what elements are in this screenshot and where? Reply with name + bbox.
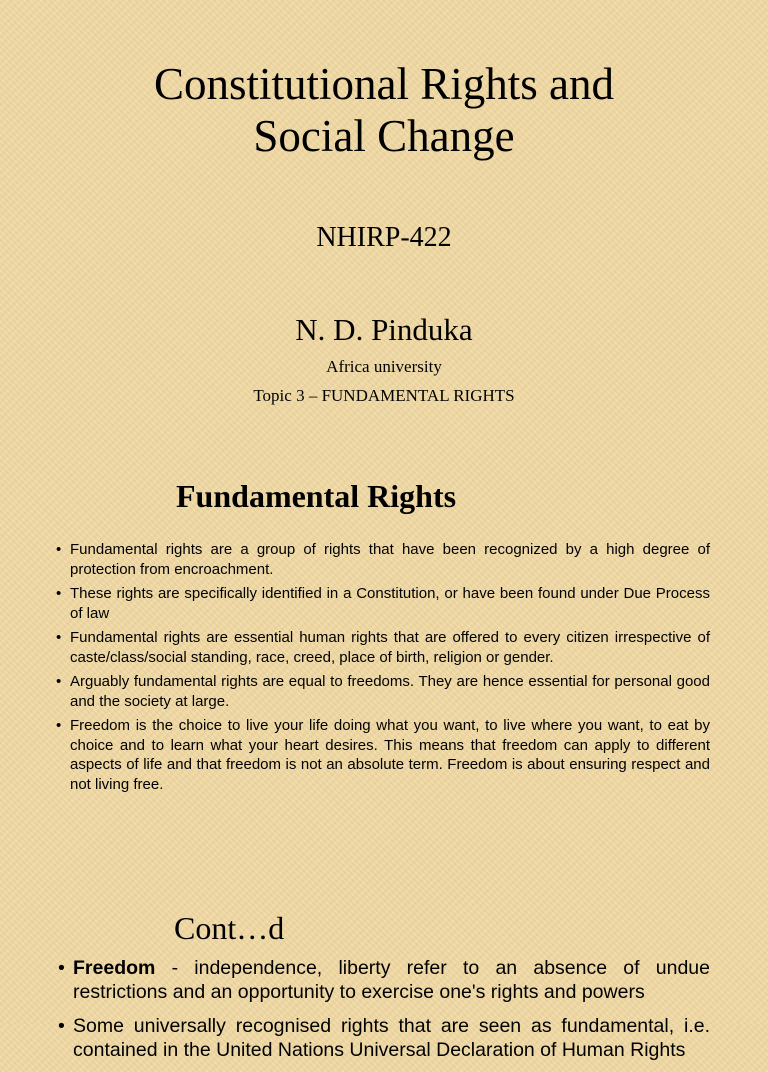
list-item (56, 716, 710, 794)
list-item-text: Fundamental rights are a group of rights that have been recognized by a high degree of protection from encroachment. (70, 541, 710, 578)
list-item (58, 956, 710, 1004)
list-item-text: Some universally recognised rights that are seen as fundamental, i.e. contained in the United Nations Universal Declaration of Human Rights (73, 1015, 710, 1061)
title-line-2: Social Change (253, 111, 515, 161)
title-line-1: Constitutional Rights and (153, 59, 615, 109)
list-item-text: Fundamental rights are essential human rights that are offered to every citizen irrespective of caste/class/social standing, race, creed, place of birth, religion or gender. (70, 629, 710, 666)
bullet-list (56, 540, 710, 799)
slide-heading: Fundamental Rights (176, 478, 457, 514)
continued-slide (0, 870, 768, 1061)
list-item-text: - independence, liberty refer to an absence of undue restrictions and an opportunity to exercise one's rights and powers (73, 957, 710, 1003)
bullet-marker: • (56, 541, 62, 558)
bullet-marker: • (58, 1015, 65, 1037)
presentation-title (0, 58, 768, 162)
list-item-text: These rights are specifically identified in a Constitution, or have been found under Due Process of law (70, 585, 710, 622)
course-code: NHIRP-422 (316, 222, 452, 253)
list-item (56, 584, 710, 623)
list-item (56, 628, 710, 667)
slide-heading: Cont…d (174, 910, 285, 946)
term-freedom: Freedom (73, 957, 156, 979)
institution-name: Africa university (326, 357, 442, 376)
list-item-text: Freedom is the choice to live your life doing what you want, to live where you want, to eat by choice and to learn what your heart desires. This means that freedom can apply to different aspects of life and that freedom is not an absolute term. Freedom is about ensuring respect and not living free. (70, 717, 710, 793)
fundamental-rights-slide (0, 440, 768, 870)
list-item (56, 672, 710, 711)
author-name: N. D. Pinduka (295, 312, 473, 347)
bullet-marker: • (58, 957, 65, 979)
bullet-list (58, 956, 710, 1072)
list-item (58, 1014, 710, 1062)
bullet-marker: • (56, 585, 62, 602)
bullet-marker: • (56, 629, 62, 646)
topic-label: Topic 3 – FUNDAMENTAL RIGHTS (253, 386, 515, 405)
list-item-text: Arguably fundamental rights are equal to freedoms. They are hence essential for personal good and the society at large. (70, 673, 710, 710)
title-slide (0, 0, 768, 440)
list-item (56, 540, 710, 579)
bullet-marker: • (56, 717, 62, 734)
bullet-marker: • (56, 673, 62, 690)
